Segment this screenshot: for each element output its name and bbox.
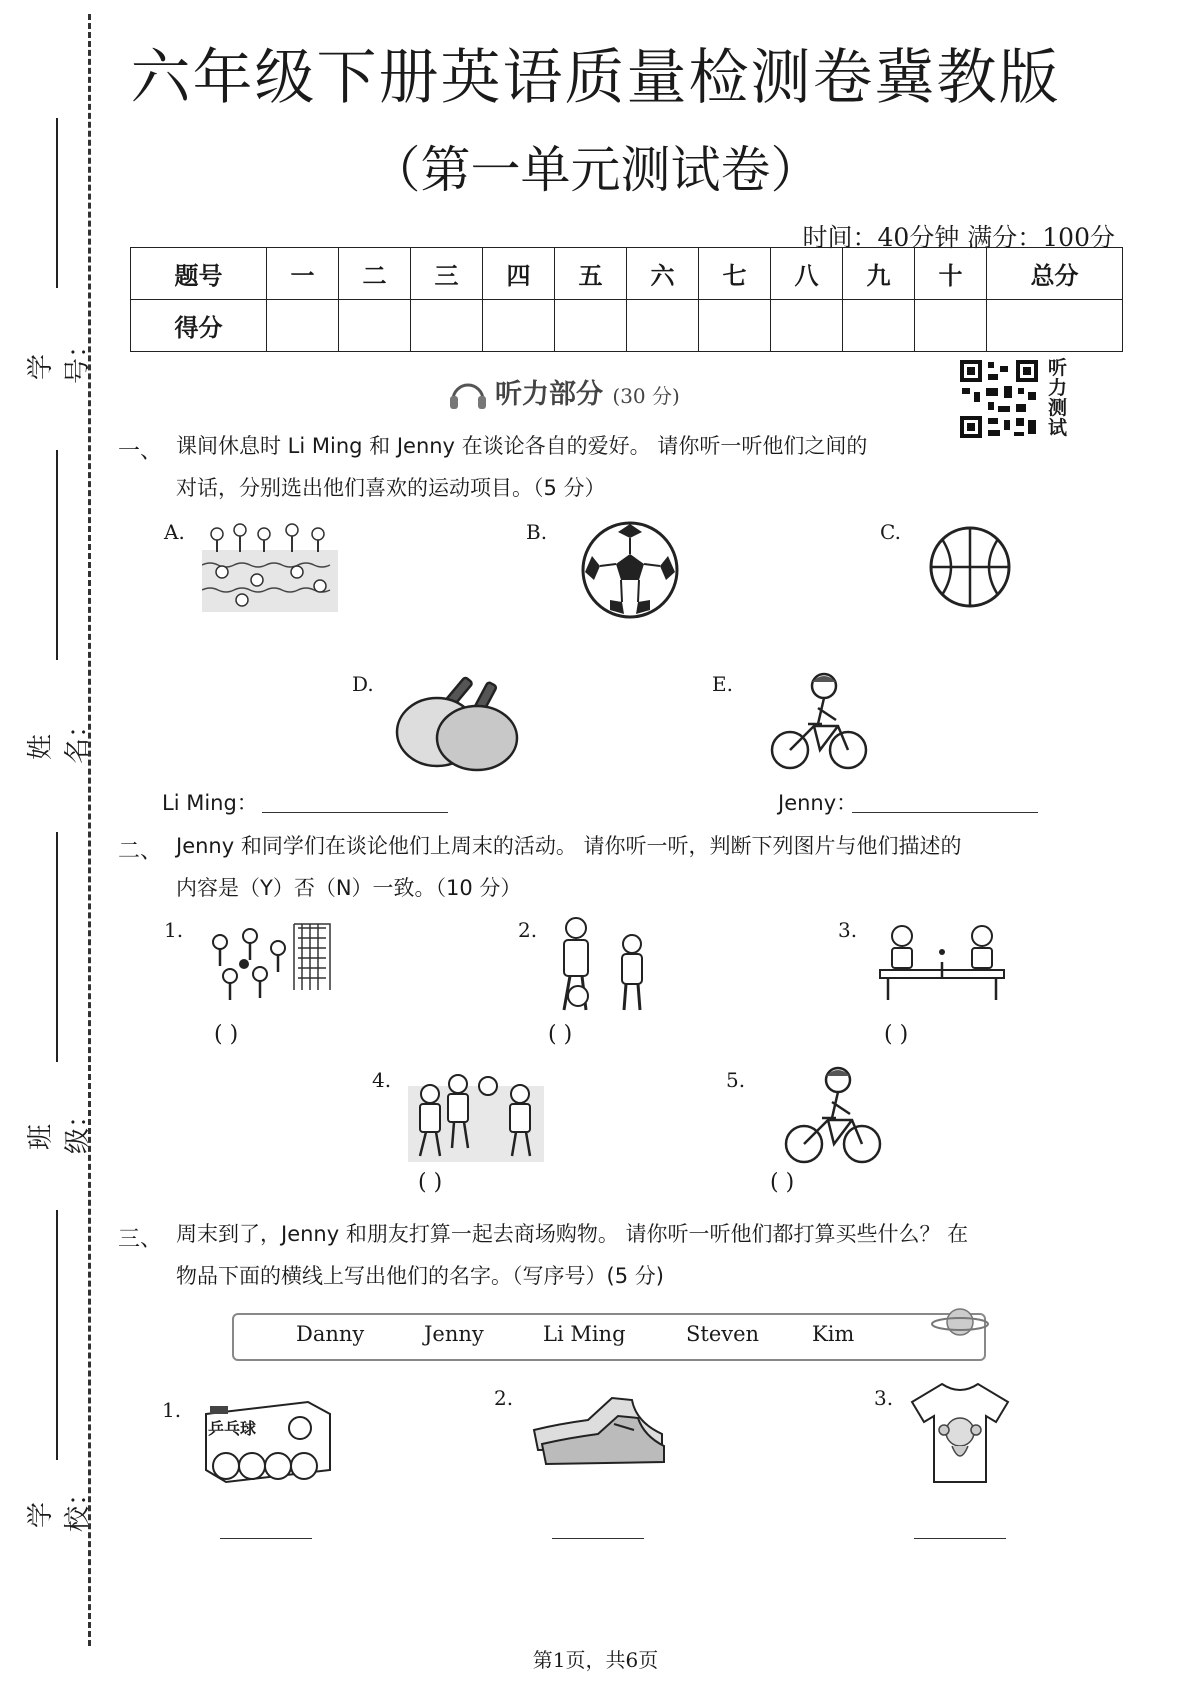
section-title-text: 听力部分: [495, 379, 603, 410]
score-entry-cell[interactable]: [915, 300, 987, 352]
score-entry-cell[interactable]: [483, 300, 555, 352]
score-entry-cell[interactable]: [267, 300, 339, 352]
li-ming-answer-line[interactable]: [262, 812, 448, 813]
section-points: (30 分): [612, 384, 680, 408]
table-tennis-game-picture: [872, 922, 1012, 1002]
score-entry-cell[interactable]: [987, 300, 1123, 352]
q2-item-5-label: 5.: [726, 1068, 746, 1092]
basketball-picture: [928, 525, 1012, 609]
table-cell: 八: [771, 248, 843, 300]
name-bank-item: Jenny: [424, 1322, 484, 1346]
score-entry-cell[interactable]: [771, 300, 843, 352]
q3-number: 三、: [118, 1227, 163, 1252]
page-subtitle: （第一单元测试卷）: [370, 141, 821, 199]
ping-pong-ball-box-picture: [196, 1392, 334, 1486]
q2-number: 二、: [118, 839, 163, 864]
score-table-header-row: [131, 248, 1123, 300]
sneakers-picture: [528, 1390, 668, 1472]
name-bank-item: Li Ming: [543, 1322, 626, 1346]
score-table-score-row: [131, 300, 1123, 352]
time-and-score: 时间：40分钟 满分：100分: [802, 223, 1115, 252]
ping-pong-paddles-picture: [395, 668, 525, 772]
box-label: 乒乓球: [208, 1419, 257, 1438]
q1-text-line1: 课间休息时 Li Ming 和 Jenny 在谈论各自的爱好。 请你听一听他们之间的: [176, 434, 868, 458]
basketball-players-picture: [548, 916, 656, 1014]
jenny-answer-line[interactable]: [852, 812, 1038, 813]
table-cell: 二: [339, 248, 411, 300]
name-bank-item: Kim: [812, 1322, 855, 1346]
planet-icon: [930, 1300, 990, 1344]
jenny-answer-label: Jenny：: [778, 791, 858, 815]
q1-number: 一、: [118, 439, 163, 464]
school-line[interactable]: [56, 1210, 58, 1460]
q3-answer-line-1[interactable]: [220, 1538, 312, 1539]
listening-section-title: [495, 372, 680, 411]
name-bank-item: Steven: [686, 1322, 760, 1346]
q3-text-line1: 周末到了，Jenny 和朋友打算一起去商场购物。 请你听一听他们都打算买些什么？ 在: [176, 1222, 969, 1246]
football-picture: [580, 520, 680, 620]
q2-answer-1[interactable]: ( ): [214, 1022, 239, 1047]
q3-text-line2: 物品下面的横线上写出他们的名字。（写序号）(5 分): [176, 1264, 664, 1288]
score-entry-cell[interactable]: [843, 300, 915, 352]
kids-playing-ball-picture: [408, 1066, 544, 1162]
cycling-boy-picture-2: [782, 1062, 882, 1166]
q2-answer-4[interactable]: ( ): [418, 1170, 443, 1195]
score-entry-cell[interactable]: [411, 300, 483, 352]
table-cell: 题号: [131, 248, 267, 300]
q2-answer-5[interactable]: ( ): [770, 1170, 795, 1195]
option-c-label: C.: [880, 520, 901, 544]
table-cell: 得分: [131, 300, 267, 352]
q3-item-3-label: 3.: [874, 1386, 894, 1410]
student-name-line[interactable]: [56, 450, 58, 660]
page-title: 六年级下册英语质量检测卷冀教版: [130, 43, 1061, 113]
q1-text-line2: 对话，分别选出他们喜欢的运动项目。（5 分）: [176, 476, 606, 500]
score-table: [130, 247, 1123, 352]
score-entry-cell[interactable]: [627, 300, 699, 352]
headphones-icon: [447, 374, 489, 412]
q3-answer-line-3[interactable]: [914, 1538, 1006, 1539]
page-footer: 第1页，共6页: [532, 1648, 659, 1672]
table-cell: 六: [627, 248, 699, 300]
table-cell: 一: [267, 248, 339, 300]
table-cell: 十: [915, 248, 987, 300]
q3-item-1-label: 1.: [162, 1398, 182, 1422]
q3-item-2-label: 2.: [494, 1386, 514, 1410]
option-e-label: E.: [712, 672, 733, 696]
qr-label: 听力测试: [1048, 357, 1068, 439]
qr-code-icon[interactable]: [958, 358, 1040, 440]
q3-answer-line-2[interactable]: [552, 1538, 644, 1539]
q2-answer-2[interactable]: ( ): [548, 1022, 573, 1047]
q2-item-1-label: 1.: [164, 918, 184, 942]
table-cell: 三: [411, 248, 483, 300]
class-label: 班级：: [26, 1101, 93, 1154]
table-cell: 九: [843, 248, 915, 300]
soccer-game-picture: [198, 918, 334, 1010]
score-entry-cell[interactable]: [699, 300, 771, 352]
li-ming-answer-label: Li Ming：: [162, 791, 258, 815]
q2-item-4-label: 4.: [372, 1068, 392, 1092]
score-entry-cell[interactable]: [555, 300, 627, 352]
q2-answer-3[interactable]: ( ): [884, 1022, 909, 1047]
score-entry-cell[interactable]: [339, 300, 411, 352]
q2-text-line2: 内容是（Y）否（N）一致。（10 分）: [176, 876, 522, 900]
option-b-label: B.: [526, 520, 548, 544]
table-cell: 七: [699, 248, 771, 300]
student-id-label: 学号：: [26, 331, 93, 384]
table-cell: 四: [483, 248, 555, 300]
monkey-tshirt-picture: [908, 1378, 1012, 1488]
class-line[interactable]: [56, 832, 58, 1062]
cycling-boy-picture: [768, 668, 868, 772]
q2-item-2-label: 2.: [518, 918, 538, 942]
q2-item-3-label: 3.: [838, 918, 858, 942]
binding-dashed-line: [88, 14, 91, 1646]
table-cell: 总分: [987, 248, 1123, 300]
school-label: 学校：: [26, 1479, 93, 1532]
name-bank-item: Danny: [296, 1322, 365, 1346]
option-a-label: A.: [164, 520, 185, 544]
swimming-picture: [202, 520, 338, 612]
table-cell: 五: [555, 248, 627, 300]
q2-text-line1: Jenny 和同学们在谈论他们上周末的活动。 请你听一听，判断下列图片与他们描述的: [176, 834, 962, 858]
student-name-label: 姓名：: [26, 711, 93, 764]
option-d-label: D.: [352, 672, 374, 696]
